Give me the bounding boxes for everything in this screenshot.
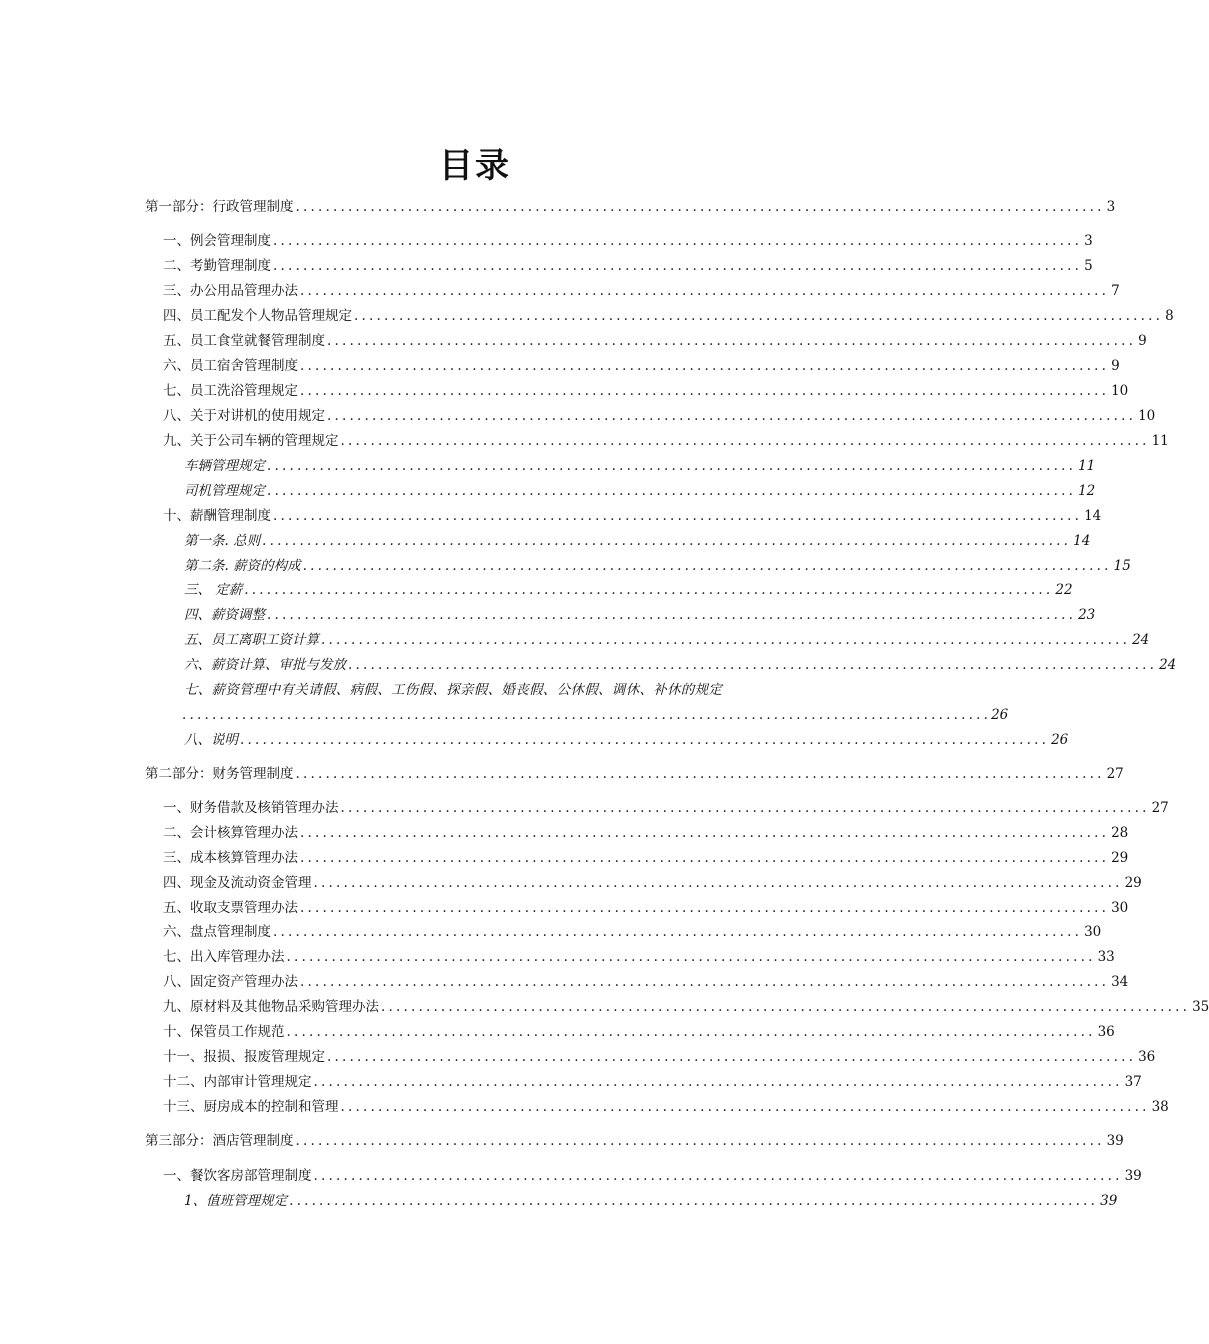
toc-entry-label: 一、财务借款及核销管理办法: [163, 800, 339, 816]
toc-entry-page: 30: [1084, 924, 1102, 940]
toc-entry-page: 14: [1084, 508, 1102, 524]
toc-entry[interactable]: [163, 431, 1169, 451]
toc-entry[interactable]: [184, 556, 1131, 576]
toc-entry[interactable]: [145, 197, 1116, 217]
dot-leader: ............................................................................................................: [273, 258, 1083, 274]
dot-leader: ............................................................................................................: [300, 283, 1110, 299]
toc-entry-page: 22: [1055, 582, 1073, 598]
toc-entry[interactable]: [163, 1072, 1142, 1092]
dot-leader: ............................................................................................................: [327, 1049, 1137, 1065]
dot-leader: ............................................................................................................: [302, 558, 1112, 574]
dot-leader: ............................................................................................................: [300, 383, 1110, 399]
toc-entry-page: 36: [1097, 1024, 1115, 1040]
dot-leader: ............................................................................................................: [267, 458, 1077, 474]
toc-entry[interactable]: [163, 823, 1129, 843]
toc-entry[interactable]: [184, 605, 1096, 625]
toc-entry[interactable]: [163, 381, 1129, 401]
toc-entry-label: 五、员工食堂就餐管理制度: [163, 333, 325, 349]
toc-entry[interactable]: [163, 331, 1147, 351]
toc-entry-label: 司机管理规定: [184, 483, 265, 499]
toc-entry[interactable]: [184, 580, 1073, 600]
toc-entry[interactable]: [163, 256, 1093, 276]
toc-entry-label: 三、 定薪: [184, 582, 243, 598]
dot-leader: ............................................................................................................: [267, 607, 1077, 623]
toc-entry-label: 十、薪酬管理制度: [163, 508, 271, 524]
toc-entry-page: 39: [1100, 1193, 1118, 1209]
toc-entry-label: 七、薪资管理中有关请假、病假、工伤假、探亲假、婚丧假、公休假、调休、补休的规定: [184, 682, 723, 698]
toc-entry[interactable]: [163, 281, 1120, 301]
toc-entry-label: 六、员工宿舍管理制度: [163, 358, 298, 374]
toc-entry-label: 十三、厨房成本的控制和管理: [163, 1099, 339, 1115]
toc-entry[interactable]: [145, 1131, 1124, 1151]
toc-entry[interactable]: [163, 306, 1174, 326]
toc-entry-label: 一、例会管理制度: [163, 233, 271, 249]
toc-entry-page: 38: [1151, 1099, 1169, 1115]
toc-entry-page: 10: [1111, 383, 1129, 399]
dot-leader: ............................................................................................................: [300, 974, 1110, 990]
toc-entry-page: 26: [991, 707, 1009, 723]
toc-entry[interactable]: [163, 798, 1169, 818]
toc-entry-label: 四、现金及流动资金管理: [163, 875, 312, 891]
toc-entry[interactable]: [163, 997, 1209, 1017]
dot-leader: ............................................................................................................: [313, 1074, 1123, 1090]
dot-leader: ............................................................................................................: [327, 408, 1137, 424]
dot-leader: ............................................................................................................: [182, 707, 992, 723]
toc-entry[interactable]: [163, 356, 1120, 376]
toc-entry-page: 23: [1078, 607, 1096, 623]
toc-entry-page: 36: [1138, 1049, 1156, 1065]
dot-leader: ............................................................................................................: [262, 533, 1072, 549]
dot-leader: ............................................................................................................: [286, 949, 1096, 965]
toc-entry-label: 三、成本核算管理办法: [163, 850, 298, 866]
toc-entry[interactable]: [184, 531, 1091, 551]
dot-leader: ............................................................................................................: [300, 850, 1110, 866]
dot-leader: ............................................................................................................: [340, 1099, 1150, 1115]
toc-entry-page: 29: [1124, 875, 1142, 891]
toc-entry-label: 1、值班管理规定: [184, 1193, 288, 1209]
dot-leader: ............................................................................................................: [354, 308, 1164, 324]
dot-leader: ............................................................................................................: [300, 358, 1110, 374]
toc-entry[interactable]: [163, 947, 1115, 967]
toc-entry-label: 五、收取支票管理办法: [163, 900, 298, 916]
dot-leader: ............................................................................................................: [313, 875, 1123, 891]
toc-entry-page: 28: [1111, 825, 1129, 841]
toc-entry-label: 第一条. 总则: [184, 533, 261, 549]
dot-leader: ............................................................................................................: [267, 483, 1077, 499]
toc-entry-label: 六、盘点管理制度: [163, 924, 271, 940]
dot-leader: ............................................................................................................: [240, 732, 1050, 748]
toc-entry-label: 第二条. 薪资的构成: [184, 558, 301, 574]
dot-leader: ............................................................................................................: [313, 1168, 1123, 1184]
dot-leader: ............................................................................................................: [295, 1133, 1105, 1149]
toc-entry-page: 39: [1124, 1168, 1142, 1184]
toc-entry-page: 9: [1111, 358, 1120, 374]
dot-leader: ............................................................................................................: [289, 1193, 1099, 1209]
toc-entry-page: 7: [1111, 283, 1120, 299]
toc-entry-label: 八、关于对讲机的使用规定: [163, 408, 325, 424]
toc-entry-label: 九、关于公司车辆的管理规定: [163, 433, 339, 449]
toc-entry[interactable]: [163, 1022, 1115, 1042]
toc-entry-page: 26: [1051, 732, 1069, 748]
dot-leader: ............................................................................................................: [300, 900, 1110, 916]
dot-leader: ............................................................................................................: [273, 233, 1083, 249]
toc-entry-label: 三、办公用品管理办法: [163, 283, 298, 299]
toc-entry[interactable]: [163, 848, 1129, 868]
toc-entry-page: 10: [1138, 408, 1156, 424]
toc-entry-page: 15: [1113, 558, 1131, 574]
toc-entry[interactable]: [184, 456, 1096, 476]
toc-entry-label: 七、员工洗浴管理规定: [163, 383, 298, 399]
toc-entry-page: 24: [1159, 657, 1177, 673]
dot-leader: ............................................................................................................: [295, 766, 1105, 782]
toc-entry-page: 39: [1106, 1133, 1124, 1149]
toc-entry-label: 四、员工配发个人物品管理规定: [163, 308, 352, 324]
toc-entry-label: 四、薪资调整: [184, 607, 265, 623]
toc-entry-page: 35: [1192, 999, 1209, 1015]
toc-entry[interactable]: [163, 1166, 1142, 1186]
toc-entry[interactable]: [163, 1047, 1156, 1067]
toc-entry[interactable]: [184, 1191, 1118, 1211]
toc-entry[interactable]: [184, 655, 1177, 675]
toc-entry-label: 九、原材料及其他物品采购管理办法: [163, 999, 379, 1015]
toc-entry[interactable]: [163, 873, 1142, 893]
toc-entry[interactable]: [163, 406, 1156, 426]
toc-entry-continuation[interactable]: [182, 705, 1009, 725]
page-title: 目录: [439, 146, 511, 186]
dot-leader: ............................................................................................................: [327, 333, 1137, 349]
toc-entry-label: 十二、内部审计管理规定: [163, 1074, 312, 1090]
toc-entry-label: 十一、报损、报废管理规定: [163, 1049, 325, 1065]
toc-entry-label: 车辆管理规定: [184, 458, 265, 474]
toc-entry[interactable]: [163, 972, 1129, 992]
toc-entry[interactable]: [184, 680, 806, 700]
dot-leader: ............................................................................................................: [286, 1024, 1096, 1040]
toc-entry[interactable]: [184, 730, 1069, 750]
toc-entry[interactable]: [184, 630, 1150, 650]
dot-leader: ............................................................................................................: [300, 825, 1110, 841]
toc-entry-page: 33: [1097, 949, 1115, 965]
toc-entry-label: 第三部分：酒店管理制度: [145, 1133, 294, 1149]
toc-entry-label: 第二部分：财务管理制度: [145, 766, 294, 782]
dot-leader: ............................................................................................................: [321, 632, 1131, 648]
toc-entry-label: 二、会计核算管理办法: [163, 825, 298, 841]
toc-entry-page: 14: [1073, 533, 1091, 549]
toc-entry-page: 3: [1106, 199, 1116, 215]
toc-entry-page: 8: [1165, 308, 1174, 324]
toc-entry-page: 3: [1084, 233, 1093, 249]
toc-entry-page: 29: [1111, 850, 1129, 866]
dot-leader: ............................................................................................................: [340, 433, 1150, 449]
toc-entry[interactable]: [163, 898, 1129, 918]
toc-entry-label: 七、出入库管理办法: [163, 949, 285, 965]
toc-entry[interactable]: [163, 506, 1102, 526]
toc-entry-page: 27: [1106, 766, 1124, 782]
dot-leader: ............................................................................................................: [273, 924, 1083, 940]
toc-entry-label: 十、保管员工作规范: [163, 1024, 285, 1040]
toc-entry-page: 24: [1132, 632, 1150, 648]
toc-entry-label: 八、说明: [184, 732, 238, 748]
toc-entry-page: 37: [1124, 1074, 1142, 1090]
toc-entry-page: 34: [1111, 974, 1129, 990]
toc-entry-label: 一、餐饮客房部管理制度: [163, 1168, 312, 1184]
toc-entry-page: 12: [1078, 483, 1096, 499]
toc-entry-page: 27: [1151, 800, 1169, 816]
toc-entry[interactable]: [145, 764, 1124, 784]
dot-leader: ............................................................................................................: [273, 508, 1083, 524]
dot-leader: ............................................................................................................: [348, 657, 1158, 673]
dot-leader: ............................................................................................................: [244, 582, 1054, 598]
toc-entry[interactable]: [184, 481, 1096, 501]
dot-leader: ............................................................................................................: [340, 800, 1150, 816]
toc-entry[interactable]: [163, 922, 1102, 942]
toc-entry-page: 30: [1111, 900, 1129, 916]
toc-entry-page: 5: [1084, 258, 1093, 274]
toc-entry-label: 五、员工离职工资计算: [184, 632, 319, 648]
toc-entry[interactable]: [163, 231, 1093, 251]
toc-entry-label: 第一部分：行政管理制度: [145, 199, 294, 215]
toc-entry-page: 11: [1078, 458, 1096, 474]
toc-entry-page: 9: [1138, 333, 1147, 349]
toc-entry[interactable]: [163, 1097, 1169, 1117]
dot-leader: ............................................................................................................: [381, 999, 1191, 1015]
toc-entry-label: 二、考勤管理制度: [163, 258, 271, 274]
toc-entry-label: 六、薪资计算、审批与发放: [184, 657, 346, 673]
toc-entry-label: 八、固定资产管理办法: [163, 974, 298, 990]
dot-leader: ............................................................................................................: [295, 199, 1105, 215]
toc-entry-page: 11: [1151, 433, 1169, 449]
